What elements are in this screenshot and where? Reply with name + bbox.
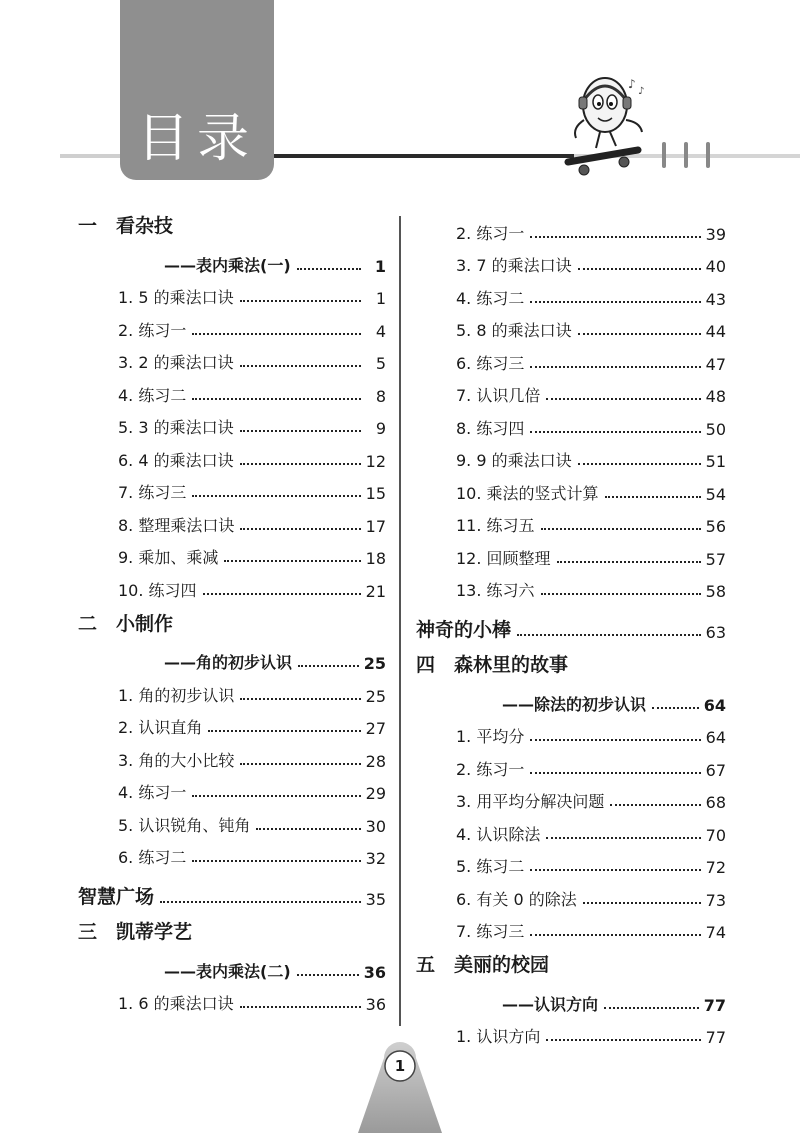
dot-leader <box>530 934 700 936</box>
entry-page-number: 30 <box>365 816 386 836</box>
entry-page-number: 21 <box>365 581 386 601</box>
entry-label: 5. 8 的乘法口诀 <box>456 321 572 340</box>
entry-label: 1. 6 的乘法口诀 <box>118 994 234 1013</box>
toc-entry[interactable] <box>416 845 726 878</box>
entry-label: 6. 练习三 <box>456 353 525 373</box>
entry-page-number: 47 <box>705 354 726 374</box>
toc-entry[interactable] <box>416 569 726 602</box>
entry-page-number: 64 <box>705 728 726 747</box>
toc-entry[interactable] <box>78 308 386 341</box>
toc-left-column <box>78 211 386 1014</box>
entry-page-number: 63 <box>705 623 726 642</box>
dot-leader <box>208 730 360 732</box>
entry-page-number: 4 <box>375 321 386 341</box>
dot-leader <box>192 860 360 862</box>
toc-entry[interactable] <box>78 803 386 836</box>
entry-label: 8. 整理乘法口诀 <box>118 515 235 535</box>
dot-leader <box>546 1039 700 1041</box>
dot-leader <box>240 430 361 432</box>
toc-unit-subtitle[interactable] <box>416 982 726 1015</box>
header-rule-middle <box>274 154 574 158</box>
entry-page-number: 77 <box>705 1028 726 1047</box>
entry-label: 4. 练习二 <box>118 385 187 405</box>
toc-entry[interactable] <box>416 309 726 342</box>
toc-unit-subtitle[interactable] <box>78 949 386 982</box>
toc-unit-subtitle[interactable] <box>78 641 386 674</box>
entry-label: 2. 认识直角 <box>118 718 203 737</box>
entry-page-number: 73 <box>705 890 726 910</box>
toc-entry[interactable] <box>416 780 726 813</box>
unit-number: 五 <box>416 954 436 976</box>
toc-entry[interactable] <box>416 439 726 472</box>
toc-unit-heading[interactable] <box>78 211 386 243</box>
dot-leader <box>530 301 700 303</box>
toc-unit-heading[interactable] <box>416 950 726 982</box>
toc-entry[interactable] <box>416 276 726 309</box>
entry-label: 1. 5 的乘法口诀 <box>118 288 234 307</box>
entry-page-number: 12 <box>365 451 386 471</box>
dot-leader <box>240 698 360 700</box>
page-number-badge <box>358 1040 442 1133</box>
entry-label: 9. 9 的乘法口诀 <box>456 451 572 470</box>
entry-page-number: 39 <box>705 224 726 244</box>
dot-leader <box>530 366 700 368</box>
entry-page-number: 5 <box>375 354 386 373</box>
entry-page-number: 9 <box>375 419 386 438</box>
toc-entry[interactable] <box>78 341 386 374</box>
entry-label: ——除法的初步认识 <box>502 694 647 714</box>
entry-label: 6. 有关 0 的除法 <box>456 889 577 909</box>
entry-label: ——认识方向 <box>502 994 599 1014</box>
dot-leader <box>240 463 361 465</box>
entry-label: 11. 练习五 <box>456 516 535 535</box>
dot-leader <box>297 974 359 976</box>
header-rule-left <box>60 154 120 158</box>
dot-leader <box>578 268 701 270</box>
toc-entry[interactable] <box>416 877 726 910</box>
toc-entry[interactable] <box>416 504 726 537</box>
entry-label: 10. 练习四 <box>118 580 197 600</box>
entry-page-number: 1 <box>375 289 386 308</box>
dot-leader <box>557 561 701 563</box>
toc-entry[interactable] <box>78 673 386 706</box>
toc-entry[interactable] <box>78 503 386 536</box>
dot-leader <box>541 528 701 530</box>
dot-leader <box>530 869 700 871</box>
dot-leader <box>240 300 361 302</box>
entry-label: 10. 乘法的竖式计算 <box>456 483 599 503</box>
title-tab <box>120 0 274 180</box>
column-divider <box>399 216 401 1026</box>
toc-unit-heading[interactable] <box>78 609 386 641</box>
toc-entry[interactable] <box>78 568 386 601</box>
dot-leader <box>530 431 700 433</box>
entry-label: 2. 练习一 <box>118 320 187 340</box>
toc-entry[interactable] <box>78 536 386 569</box>
entry-page-number: 29 <box>365 784 386 803</box>
toc-entry[interactable] <box>78 738 386 771</box>
entry-page-number: 51 <box>705 452 726 471</box>
toc-entry[interactable] <box>416 211 726 244</box>
toc-entry[interactable] <box>416 374 726 407</box>
entry-label: 7. 练习三 <box>118 483 187 502</box>
unit-title: 森林里的故事 <box>454 654 569 676</box>
entry-page-number: 68 <box>705 793 726 812</box>
dot-leader <box>546 837 700 839</box>
toc-entry[interactable] <box>78 373 386 406</box>
toc-entry[interactable] <box>416 747 726 780</box>
dot-leader <box>240 365 361 367</box>
entry-page-number: 48 <box>705 387 726 406</box>
entry-label: 9. 乘加、乘减 <box>118 548 219 567</box>
entry-page-number: 36 <box>363 962 386 982</box>
unit-title: 看杂技 <box>116 215 174 237</box>
entry-page-number: 54 <box>705 484 726 504</box>
entry-page-number: 15 <box>365 484 386 503</box>
entry-label: 5. 认识锐角、钝角 <box>118 815 251 835</box>
dot-leader <box>610 804 700 806</box>
dot-leader <box>578 333 701 335</box>
dot-leader <box>530 739 700 741</box>
entry-label: 1. 平均分 <box>456 727 525 746</box>
dot-leader <box>240 763 360 765</box>
entry-label: 6. 4 的乘法口诀 <box>118 450 234 470</box>
toc-entry[interactable] <box>78 836 386 869</box>
dot-leader <box>240 528 360 530</box>
unit-title: 小制作 <box>116 612 174 635</box>
toc-entry[interactable] <box>78 406 386 439</box>
entry-page-number: 8 <box>375 386 386 406</box>
dot-leader <box>583 902 701 904</box>
music-note-icon: ♪ <box>628 77 636 91</box>
entry-label: 4. 练习二 <box>456 288 525 308</box>
dot-leader <box>578 463 701 465</box>
dot-leader <box>530 236 700 238</box>
entry-page-number: 44 <box>705 322 726 341</box>
entry-label: 7. 认识几倍 <box>456 386 541 405</box>
dot-leader <box>192 398 361 400</box>
entry-page-number: 36 <box>365 995 386 1014</box>
toc-unit-heading[interactable] <box>416 650 726 682</box>
toc-special-section[interactable] <box>78 876 386 909</box>
toc-entry[interactable] <box>416 471 726 504</box>
entry-page-number: 56 <box>705 517 726 536</box>
entry-page-number: 43 <box>705 289 726 309</box>
toc-entry[interactable] <box>416 244 726 277</box>
entry-page-number: 74 <box>705 923 726 942</box>
entry-label: 3. 角的大小比较 <box>118 750 235 770</box>
dot-leader <box>604 1007 699 1009</box>
egg-skateboard-icon <box>560 70 800 190</box>
page-title: 目录 <box>136 109 257 169</box>
toc-entry[interactable] <box>78 276 386 309</box>
toc-entry[interactable] <box>78 706 386 739</box>
dot-leader <box>192 333 361 335</box>
entry-page-number: 17 <box>365 516 386 536</box>
entry-page-number: 72 <box>705 858 726 877</box>
dot-leader <box>160 901 361 903</box>
dot-leader <box>546 398 700 400</box>
toc-entry[interactable] <box>78 982 386 1015</box>
dot-leader <box>240 1006 361 1008</box>
entry-label: 4. 练习一 <box>118 783 187 802</box>
toc-entry[interactable] <box>416 715 726 748</box>
dot-leader <box>530 772 700 774</box>
unit-title: 凯蒂学艺 <box>116 921 193 943</box>
dot-leader <box>192 495 360 497</box>
toc-entry[interactable] <box>416 910 726 943</box>
unit-number: 四 <box>416 654 436 676</box>
toc-entry[interactable] <box>416 406 726 439</box>
entry-label: 5. 练习二 <box>456 857 525 876</box>
dot-leader <box>298 665 359 667</box>
entry-page-number: 40 <box>705 257 726 276</box>
dot-leader <box>192 795 360 797</box>
entry-label: 8. 练习四 <box>456 418 525 438</box>
entry-page-number: 58 <box>705 582 726 601</box>
music-note-icon-2: ♪ <box>638 86 645 97</box>
entry-page-number: 25 <box>365 686 386 706</box>
entry-label: 3. 7 的乘法口诀 <box>456 256 572 275</box>
entry-page-number: 50 <box>705 419 726 439</box>
entry-page-number: 32 <box>365 849 386 868</box>
toc-unit-subtitle[interactable] <box>416 682 726 715</box>
unit-number: 二 <box>78 612 98 635</box>
toc-entry[interactable] <box>78 771 386 804</box>
entry-label: 13. 练习六 <box>456 581 535 600</box>
toc-entry[interactable] <box>416 1015 726 1048</box>
toc-entry[interactable] <box>78 471 386 504</box>
page-number-shape-icon <box>358 1040 442 1133</box>
dot-leader <box>297 268 361 270</box>
unit-number: 一 <box>78 215 98 237</box>
entry-label: 6. 练习二 <box>118 848 187 867</box>
entry-page-number: 1 <box>374 256 386 276</box>
entry-label: 3. 2 的乘法口诀 <box>118 353 234 372</box>
entry-page-number: 25 <box>363 654 386 673</box>
entry-label: 3. 用平均分解决问题 <box>456 792 605 811</box>
entry-label: 1. 认识方向 <box>456 1027 541 1046</box>
entry-page-number: 57 <box>705 549 726 569</box>
entry-label: ——表内乘法(一) <box>164 255 291 275</box>
entry-page-number: 35 <box>365 890 386 909</box>
entry-label: 2. 练习一 <box>456 759 525 779</box>
toc-right-column <box>416 211 726 1047</box>
entry-label: 4. 认识除法 <box>456 824 541 844</box>
entry-label: 2. 练习一 <box>456 223 525 243</box>
toc-entry[interactable] <box>416 536 726 569</box>
dot-leader <box>203 593 361 595</box>
entry-page-number: 27 <box>365 719 386 738</box>
toc-unit-subtitle[interactable] <box>78 243 386 276</box>
unit-number: 三 <box>78 921 98 943</box>
dot-leader <box>652 707 699 709</box>
entry-label: 12. 回顾整理 <box>456 548 551 568</box>
unit-title: 美丽的校园 <box>454 954 550 976</box>
entry-label: 7. 练习三 <box>456 922 525 941</box>
entry-page-number: 28 <box>365 751 386 771</box>
entry-page-number: 77 <box>703 995 726 1015</box>
entry-page-number: 64 <box>703 695 726 715</box>
toc-entry[interactable] <box>78 438 386 471</box>
toc-entry[interactable] <box>416 341 726 374</box>
entry-label: 1. 角的初步认识 <box>118 685 235 705</box>
toc-unit-heading[interactable] <box>78 917 386 949</box>
dot-leader <box>605 496 701 498</box>
entry-page-number: 67 <box>705 760 726 780</box>
dot-leader <box>256 828 360 830</box>
toc-entry[interactable] <box>416 812 726 845</box>
entry-label: 智慧广场 <box>78 886 155 908</box>
entry-label: 神奇的小棒 <box>416 619 512 641</box>
toc-special-section[interactable] <box>416 609 726 642</box>
page-number: 1 <box>394 1057 406 1075</box>
dot-leader <box>224 560 360 562</box>
entry-page-number: 70 <box>705 825 726 845</box>
entry-label: ——角的初步认识 <box>164 653 293 672</box>
entry-label: 5. 3 的乘法口诀 <box>118 418 234 437</box>
dot-leader <box>517 634 701 636</box>
entry-page-number: 18 <box>365 549 386 568</box>
entry-label: ——表内乘法(二) <box>164 961 291 981</box>
dot-leader <box>541 593 701 595</box>
